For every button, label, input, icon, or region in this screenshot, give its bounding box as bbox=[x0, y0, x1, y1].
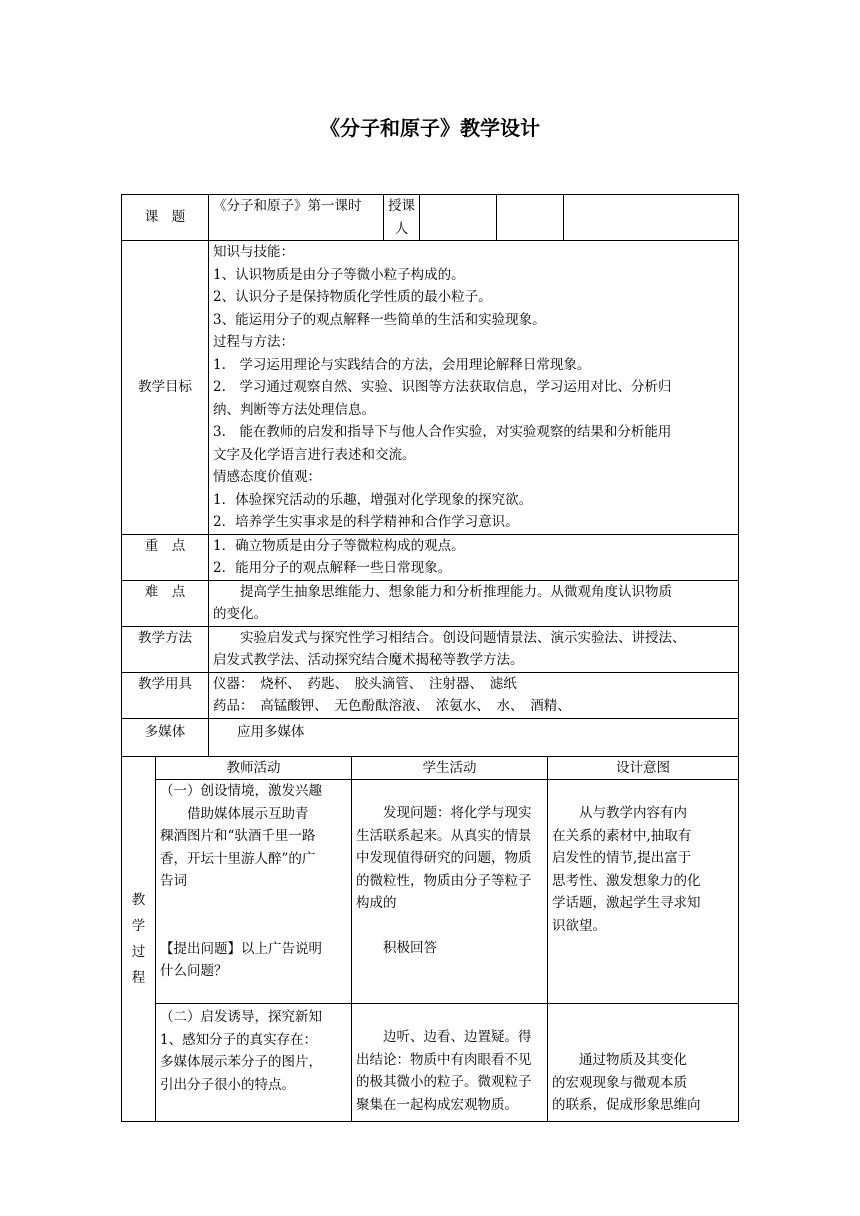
student-answer: 积极回答 bbox=[383, 939, 437, 956]
student-line: 发现问题：将化学与现实 bbox=[383, 805, 532, 821]
design-intent-header: 设计意图 bbox=[548, 756, 739, 780]
goals-line: 知识与技能： bbox=[213, 244, 294, 260]
key-points-label: 重 点 bbox=[122, 534, 209, 580]
blank-cell-1 bbox=[497, 195, 564, 241]
tools-row bbox=[122, 672, 739, 718]
process-row-1 bbox=[122, 780, 739, 1004]
teacher-activity-cell bbox=[156, 1004, 352, 1122]
teacher-question: 【提出问题】以上广告说明 bbox=[160, 940, 322, 957]
student-line: 的微粒性，物质由分子等粒子 bbox=[356, 872, 532, 889]
lesson-plan-table bbox=[121, 194, 739, 1122]
intent-line: 思考性、激发想象力的化 bbox=[552, 872, 701, 889]
teacher-question: 什么问题？ bbox=[160, 963, 228, 979]
student-line: 出结论：物质中有肉眼看不见 bbox=[356, 1051, 532, 1068]
teacher-line: 借助媒体展示互助青 bbox=[187, 805, 309, 822]
goals-row bbox=[122, 241, 739, 535]
teacher-value bbox=[420, 195, 497, 241]
process-row-2 bbox=[122, 1004, 739, 1122]
tools-label: 教学用具 bbox=[122, 672, 209, 718]
goals-line: 1、认识物质是由分子等微小粒子构成的。 bbox=[213, 266, 465, 283]
method-line: 实验启发式与探究性学习相结合。创设问题情景法、演示实验法、讲授法、 bbox=[240, 629, 686, 646]
blank-cell-2 bbox=[564, 195, 739, 241]
key-points-row bbox=[122, 534, 739, 580]
method-line: 启发式教学法、活动探究结合魔术揭秘等教学方法。 bbox=[213, 652, 524, 668]
topic-label: 课 题 bbox=[122, 195, 209, 241]
student-line: 边听、边看、边置疑。得 bbox=[383, 1029, 532, 1045]
teacher-line: 多媒体展示苯分子的图片， bbox=[160, 1054, 322, 1070]
intent-line: 从与教学内容有内 bbox=[579, 805, 687, 821]
goals-label: 教学目标 bbox=[122, 241, 209, 535]
goals-line: 1．体验探究活动的乐趣，增强对化学现象的探究欲。 bbox=[213, 491, 533, 508]
intent-line: 启发性的情节,提出富于 bbox=[552, 850, 692, 866]
teacher-line: 告词 bbox=[160, 873, 187, 889]
teacher-heading: （一）创设情境，激发兴趣 bbox=[160, 783, 322, 799]
multimedia-row bbox=[122, 718, 739, 756]
goals-line: 情感态度价值观： bbox=[213, 469, 321, 485]
spacer bbox=[160, 893, 347, 938]
teacher-line: 1、感知分子的真实存在： bbox=[160, 1031, 318, 1048]
topic-row bbox=[122, 195, 739, 241]
student-line: 中发现值得研究的问题，物质 bbox=[356, 850, 532, 866]
goals-line: 2．培养学生实事求是的科学精神和合作学习意识。 bbox=[213, 514, 519, 530]
student-line: 的极其微小的粒子。微观粒子 bbox=[356, 1074, 532, 1090]
intent-line: 识欲望。 bbox=[552, 917, 606, 934]
student-activity-cell bbox=[352, 780, 548, 1004]
goals-line: 2. 学习通过观察自然、实验、识图等方法获取信息，学习运用对比、分析归 bbox=[213, 379, 672, 395]
tool-line: 药品： 高锰酸钾、 无色酚酞溶液、 浓氨水、 水、 酒精、 bbox=[213, 698, 571, 714]
goals-line: 3、能运用分子的观点解释一些简单的生活和实验现象。 bbox=[213, 311, 546, 328]
key-points-content bbox=[209, 534, 739, 580]
student-line: 生活联系起来。从真实的情景 bbox=[356, 827, 532, 844]
goals-content bbox=[209, 241, 739, 535]
spacer bbox=[356, 780, 543, 802]
spacer bbox=[356, 1004, 543, 1026]
difficulties-label: 难 点 bbox=[122, 580, 209, 626]
teacher-activity-cell bbox=[156, 780, 352, 1004]
intent-line: 学话题，激起学生寻求知 bbox=[552, 895, 701, 911]
goals-line: 2、认识分子是保持物质化学性质的最小粒子。 bbox=[213, 289, 492, 305]
student-line: 聚集在一起构成宏观物质。 bbox=[356, 1096, 518, 1113]
methods-row bbox=[122, 626, 739, 672]
goals-line: 3. 能在教师的启发和指导下与他人合作实验，对实验观察的结果和分析能用 bbox=[213, 424, 672, 440]
spacer bbox=[552, 780, 734, 802]
key-point-line: 2．能用分子的观点解释一些日常现象。 bbox=[213, 560, 452, 576]
teacher-line: 稞酒图片和“驮酒千里一路 bbox=[160, 828, 316, 844]
teacher-activity-header: 教师活动 bbox=[156, 756, 352, 780]
key-point-line: 1．确立物质是由分子等微粒构成的观点。 bbox=[213, 537, 465, 554]
tools-content bbox=[209, 672, 739, 718]
process-side-label: 教 学 过 程 bbox=[122, 756, 156, 1122]
multimedia-content: 应用多媒体 bbox=[209, 718, 739, 756]
goals-line: 过程与方法： bbox=[213, 334, 294, 350]
teacher-label: 授课人 bbox=[384, 195, 420, 241]
teacher-line: 香，开坛十里游人醉”的广 bbox=[160, 850, 316, 867]
methods-content bbox=[209, 626, 739, 672]
topic-value: 《分子和原子》第一课时 bbox=[209, 195, 384, 241]
teacher-line: 引出分子很小的特点。 bbox=[160, 1076, 295, 1093]
design-intent-cell bbox=[548, 780, 739, 1004]
page-title: 《分子和原子》教学设计 bbox=[320, 116, 540, 140]
intent-line: 的宏观现象与微观本质 bbox=[552, 1074, 687, 1091]
goals-line: 纳、判断等方法处理信息。 bbox=[213, 401, 375, 418]
spacer bbox=[552, 1004, 734, 1049]
student-activity-header: 学生活动 bbox=[352, 756, 548, 780]
teacher-line: （二）启发诱导，探究新知 bbox=[160, 1009, 322, 1025]
goals-line: 1. 学习运用理论与实践结合的方法，会用理论解释日常现象。 bbox=[213, 356, 591, 373]
student-activity-cell bbox=[352, 1004, 548, 1122]
intent-line: 在关系的素材中,抽取有 bbox=[552, 827, 692, 844]
student-line: 构成的 bbox=[356, 895, 397, 911]
process-header-row bbox=[122, 756, 739, 780]
difficulty-line: 的变化。 bbox=[213, 606, 267, 622]
intent-line: 的联系，促成形象思维向 bbox=[552, 1097, 701, 1113]
design-intent-cell bbox=[548, 1004, 739, 1122]
tool-line: 仪器： 烧杯、 药匙、 胶头滴管、 注射器、 滤纸 bbox=[213, 675, 517, 692]
spacer bbox=[356, 915, 543, 937]
difficulties-content bbox=[209, 580, 739, 626]
intent-line: 通过物质及其变化 bbox=[579, 1052, 687, 1068]
multimedia-label: 多媒体 bbox=[122, 718, 209, 756]
methods-label: 教学方法 bbox=[122, 626, 209, 672]
difficulty-line: 提高学生抽象思维能力、想象能力和分析推理能力。从微观角度认识物质 bbox=[240, 583, 672, 600]
difficulties-row bbox=[122, 580, 739, 626]
goals-line: 文字及化学语言进行表述和交流。 bbox=[213, 446, 416, 463]
